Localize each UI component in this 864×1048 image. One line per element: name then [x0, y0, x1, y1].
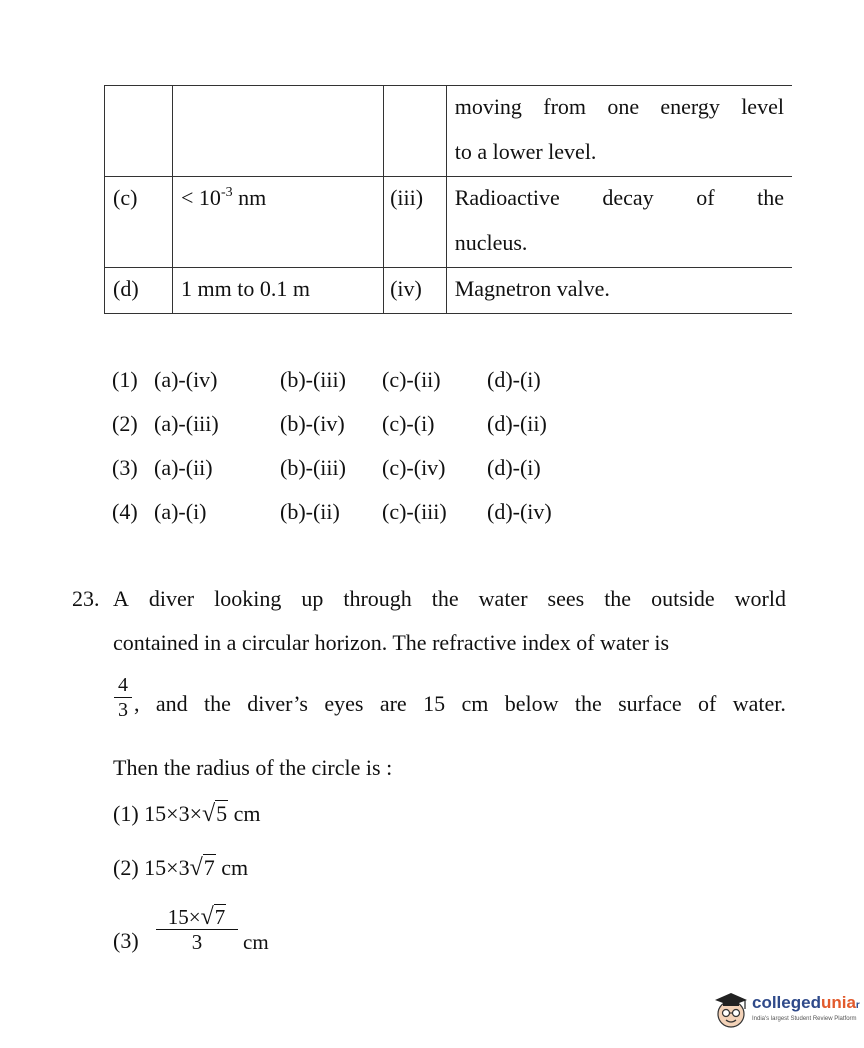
table-row — [105, 86, 793, 177]
table-cell-label: (c) — [105, 177, 173, 268]
table-cell-wavelength: 1 mm to 0.1 m — [173, 268, 384, 314]
collegedunia-logo — [712, 990, 860, 1034]
source-line-justified: Radioactive decay of the — [454, 185, 784, 210]
logo-wordmark: collegeduniar — [752, 993, 860, 1012]
answer-option-3-unit: cm — [243, 930, 269, 954]
table-cell-label — [105, 86, 173, 177]
table-cell-wavelength: < $10^{-3}$ nm — [173, 177, 384, 268]
graduate-mascot-icon — [712, 990, 750, 1030]
logo-tagline: India's largest Student Review Platform — [752, 1016, 857, 1022]
question-line-2: contained in a circular horizon. The refractive index of water is — [113, 630, 670, 655]
table-cell-roman: (iii) — [384, 177, 447, 268]
question-line-3: , and the diver’s eyes are 15 cm below the surface of water. — [134, 691, 786, 716]
source-line: nucleus. — [454, 230, 528, 255]
answer-option-1: (1) 15×3×√5 cm — [113, 801, 261, 827]
matching-table — [104, 85, 792, 314]
answer-option-2: (2) 15×3√7 cm — [113, 855, 249, 881]
answer-option-3-fraction: 15×√7 3 — [156, 906, 238, 953]
source-line-justified: moving from one energy level — [454, 94, 784, 119]
refractive-index-fraction: 4 3 — [114, 674, 132, 721]
source-line: to a lower level. — [454, 139, 597, 164]
table-cell-source: Magnetron valve. — [446, 268, 792, 314]
table-cell-source — [446, 86, 792, 177]
table-row — [105, 177, 793, 268]
answer-option-3-number: (3) — [113, 928, 139, 953]
question-line-4: Then the radius of the circle is : — [113, 755, 393, 780]
table-cell-source — [446, 177, 792, 268]
table-cell-wavelength — [173, 86, 384, 177]
table-cell-label: (d) — [105, 268, 173, 314]
table-row — [105, 268, 793, 314]
sqrt-symbol: √7 — [189, 855, 215, 881]
table-cell-roman — [384, 86, 447, 177]
sqrt-symbol: √5 — [201, 801, 228, 827]
table-cell-roman: (iv) — [384, 268, 447, 314]
document-page: moving from one energy level to a lower level. (c) < $10^{-3}$ nm (iii) Radioactive decay of the nucleus. (d) 1 mm to 0.1 m (iv) Magnetron valve. (1) (a)-(iv) (b)-(iii) (c)-(ii) (d)-(i) (2) (a)-(iii) (b)-(iv) (c)-(i) (d)-(ii) (3) (a)-(ii) (b)-(iii) (c)-(iv) (d)-(i) (4) (a)-(i) (b)-(ii) (c)-(iii) (d)-(iv) 23. A diver looking up through the water sees the outside world contained in a circular horizon. The refractive index of water is 4 3 , and the diver’s eyes are 15 cm below the surface of water. Then the radius of the circle is : (1) 15×3×√5 cm (2) 15×3√7 cm (3) 15×√7 3 cm collegeduniar India's largest Student Review Platform — [0, 0, 864, 1048]
